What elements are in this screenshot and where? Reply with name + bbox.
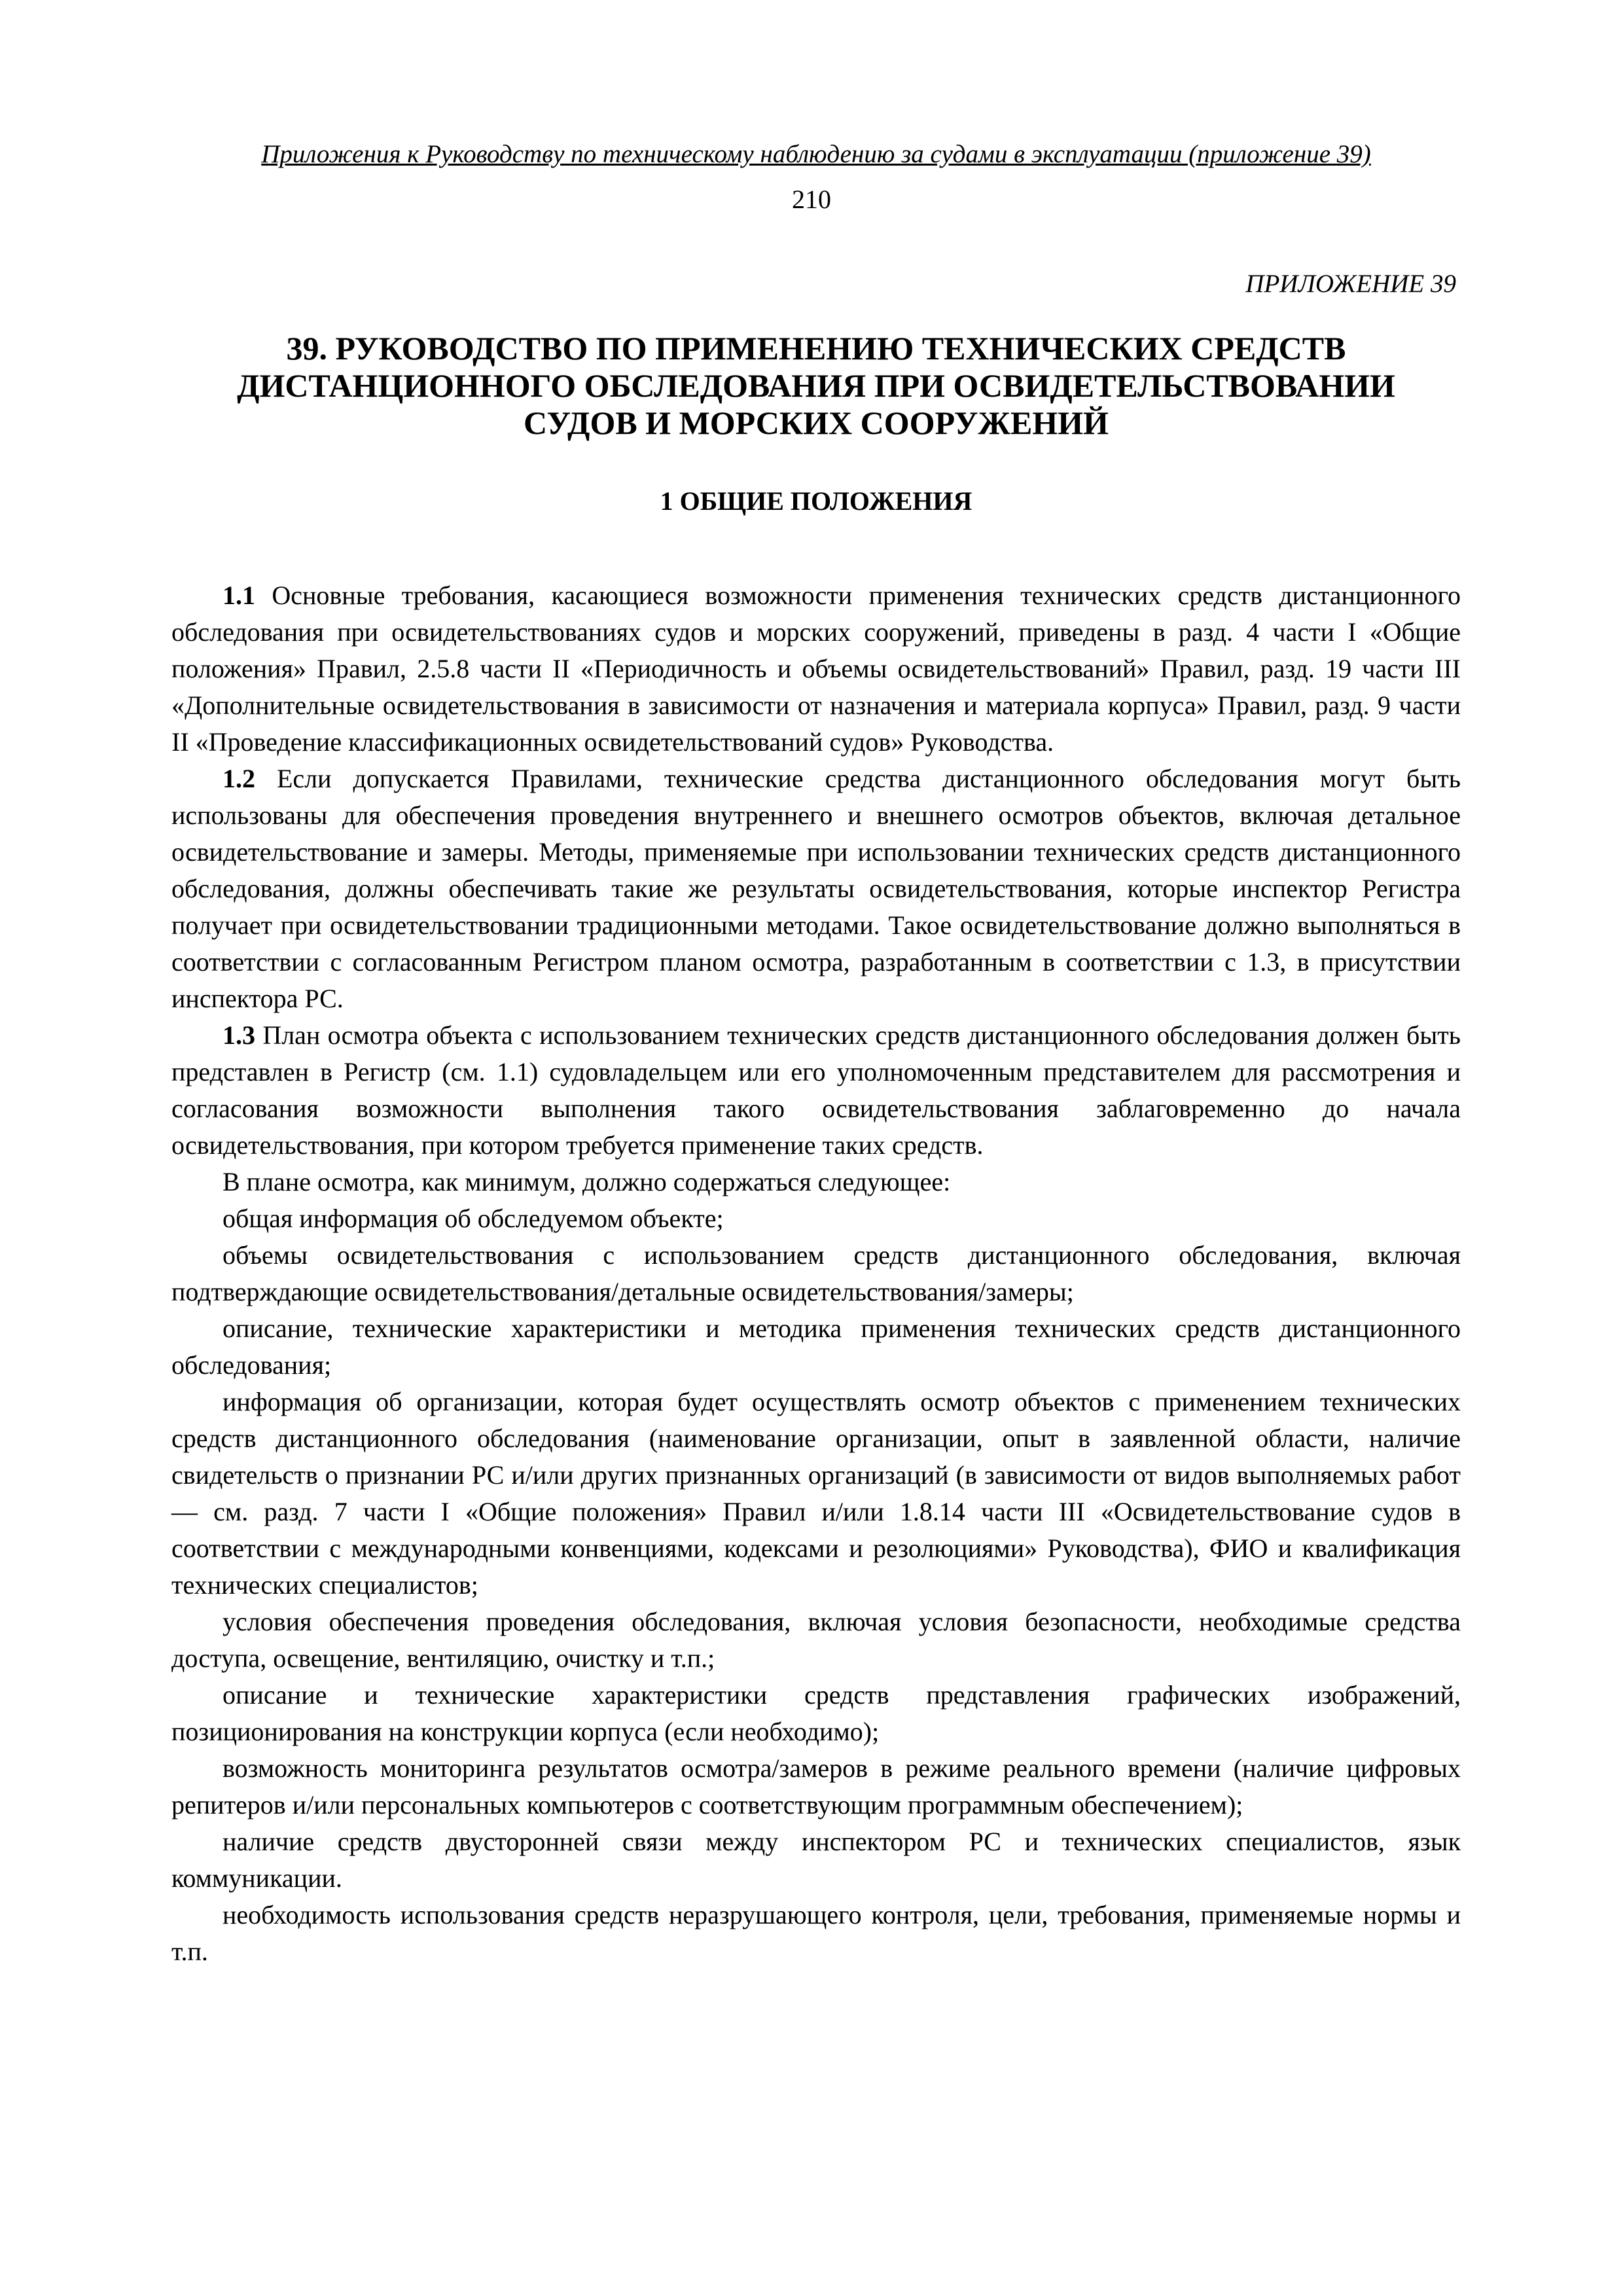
document-title-line: ДИСТАНЦИОННОГО ОБСЛЕДОВАНИЯ ПРИ ОСВИДЕТЕЛЬСТВОВАНИИ: [237, 367, 1395, 404]
appendix-label: ПРИЛОЖЕНИЕ 39: [1245, 270, 1456, 298]
page-number: 210: [792, 185, 831, 214]
plan-list-item: возможность мониторинга результатов осмотра/замеров в режиме реального времени (наличие цифровых репитеров и/или персональных компьютеров с соответствующим программным обеспечением);: [171, 1753, 1461, 1820]
paragraph-number: 1.3: [223, 1020, 255, 1050]
paragraph-1-3: [171, 1017, 1461, 1164]
plan-list-item: объемы освидетельствования с использованием средств дистанционного обследования, включая подтверждающие освидетельствования/детальные освидетельствования/замеры;: [171, 1240, 1461, 1306]
document-title-line: 39. РУКОВОДСТВО ПО ПРИМЕНЕНИЮ ТЕХНИЧЕСКИХ СРЕДСТВ: [286, 330, 1346, 367]
paragraph-text: Если допускается Правилами, технические средства дистанционного обследования могут быть использованы для обеспечения проведения внутреннего и внешнего осмотров объектов, включая детальное освидетельствование и замеры. Методы, применяемые при использовании технических средств дистанционного обследования, должны обеспечивать такие же результаты освидетельствования, которые инспектор Регистра получает при освидетельствовании традиционными методами. Такое освидетельствование должно выполняться в соответствии с согласованным Регистром планом осмотра, разработанным в соответствии с 1.3, в присутствии инспектора РС.: [171, 764, 1461, 1013]
document-title-line: СУДОВ И МОРСКИХ СООРУЖЕНИЙ: [523, 404, 1109, 441]
document-title: [171, 330, 1461, 442]
plan-list-item: информация об организации, которая будет осуществлять осмотр объектов с применением технических средств дистанционного обследования (наименование организации, опыт в заявленной области, наличие свидетельств о признании РС и/или других признанных организаций (в зависимости от видов выполняемых работ — см. разд. 7 части I «Общие положения» Правил и/или 1.8.14 части III «Освидетельствование судов в соответствии с международными конвенциями, кодексами и резолюциями» Руководства), ФИО и квалификация технических специалистов;: [171, 1387, 1461, 1600]
section-title: 1 ОБЩИЕ ПОЛОЖЕНИЯ: [660, 486, 972, 516]
plan-list-item: общая информация об обследуемом объекте;: [223, 1204, 724, 1233]
plan-list-item: необходимость использования средств неразрушающего контроля, цели, требования, применяемые нормы и т.п.: [171, 1900, 1461, 1966]
document-body: [171, 577, 1461, 1970]
plan-list-item: описание и технические характеристики средств представления графических изображений, позиционирования на конструкции корпуса (если необходимо);: [171, 1680, 1461, 1746]
plan-list-item: наличие средств двусторонней связи между инспектором РС и технических специалистов, язык коммуникации.: [171, 1827, 1461, 1893]
plan-list-item: условия обеспечения проведения обследования, включая условия безопасности, необходимые средства доступа, освещение, вентиляцию, очистку и т.п.;: [171, 1607, 1461, 1673]
paragraph-text: Основные требования, касающиеся возможности применения технических средств дистанционного обследования при освидетельствованиях судов и морских сооружений, приведены в разд. 4 части I «Общие положения» Правил, 2.5.8 части II «Периодичность и объемы освидетельствований» Правил, разд. 19 части III «Дополнительные освидетельствования в зависимости от назначения и материала корпуса» Правил, разд. 9 части II «Проведение классификационных освидетельствований судов» Руководства.: [171, 581, 1461, 757]
paragraph-1-1: [171, 577, 1461, 761]
paragraph-number: 1.2: [223, 764, 255, 793]
plan-intro: В плане осмотра, как минимум, должно содержаться следующее:: [223, 1167, 951, 1196]
paragraph-number: 1.1: [223, 581, 255, 610]
plan-list-item: описание, технические характеристики и методика применения технических средств дистанционного обследования;: [171, 1314, 1461, 1380]
running-header: Приложения к Руководству по техническому наблюдению за судами в эксплуатации (приложение 39): [261, 140, 1371, 168]
paragraph-1-2: [171, 761, 1461, 1017]
paragraph-text: План осмотра объекта с использованием технических средств дистанционного обследования должен быть представлен в Регистр (см. 1.1) судовладельцем или его уполномоченным представителем для рассмотрения и согласования возможности выполнения такого освидетельствования заблаговременно до начала освидетельствования, при котором требуется применение таких средств.: [171, 1020, 1461, 1160]
